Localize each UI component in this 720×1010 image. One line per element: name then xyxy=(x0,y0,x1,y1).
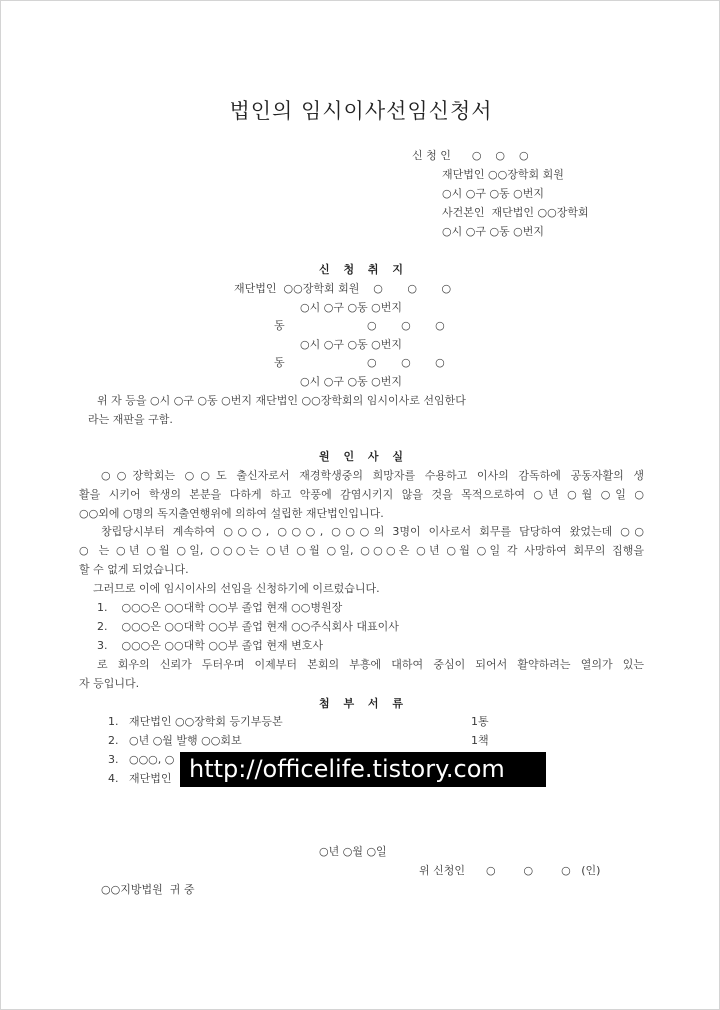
cause-line: 그러므로 이에 임시이사의 선임을 신청하기에 이르렀습니다. xyxy=(93,582,380,595)
attachment-item: 2. ○년 ○월 발행 ○○회보 xyxy=(108,734,242,747)
cause-line: 활을 시키어 학생의 본분을 다하게 하고 악풍에 감염시키지 않을 것을 목적으로하여 ○년 ○월 ○일 ○ xyxy=(79,488,644,501)
applicant-label: 신 청 인 ○ ○ ○ xyxy=(412,149,529,162)
purpose-line: ○시 ○구 ○동 ○번지 xyxy=(300,301,403,314)
watermark-banner xyxy=(180,752,546,787)
cause-line: ○○외에 ○명의 독지출연행위에 의하여 설립한 재단법인입니다. xyxy=(79,507,384,520)
attachment-item: 3. ○○○, ○ xyxy=(108,753,175,766)
purpose-line: ○시 ○구 ○동 ○번지 xyxy=(300,338,403,351)
cause-heading: 원 인 사 실 xyxy=(319,450,408,463)
court-addressee: ○○지방법원 귀 중 xyxy=(101,883,195,896)
applicant-signature: 위 신청인 ○ ○ ○ (인) xyxy=(419,864,601,877)
purpose-line: 위 자 등을 ○시 ○구 ○동 ○번지 재단법인 ○○장학회의 임시이사로 선임한다 xyxy=(97,394,466,407)
cause-line: 할 수 없게 되었습니다. xyxy=(79,563,189,576)
attachment-item: 4. 재단법인 xyxy=(108,772,172,785)
purpose-line: 라는 재판을 구함. xyxy=(88,413,173,426)
attachment-item: 1. 재단법인 ○○장학회 등기부등본 xyxy=(108,715,283,728)
attachment-qty: 1책 xyxy=(471,734,489,747)
attachments-heading: 첨 부 서 류 xyxy=(319,697,408,710)
applicant-line: ○시 ○구 ○동 ○번지 xyxy=(442,225,545,238)
purpose-line: 동 xyxy=(274,319,285,332)
purpose-line: 재단법인 ○○장학회 회원 ○ ○ ○ xyxy=(234,282,452,295)
cause-line: 3. ○○○은 ○○대학 ○○부 졸업 현재 변호사 xyxy=(97,639,324,652)
cause-line: 로 회우의 신뢰가 두터우며 이제부터 본회의 부흥에 대하여 중심이 되어서 활약하려는 열의가 있는 xyxy=(97,658,644,671)
applicant-line: 사건본인 재단법인 ○○장학회 xyxy=(442,206,589,219)
watermark-url: http://officelife.tistory.com xyxy=(189,755,505,783)
cause-line: 자 등입니다. xyxy=(79,677,140,690)
purpose-line: 동 xyxy=(274,356,285,369)
cause-line: ○○장학회는 ○○도 출신자로서 재경학생중의 희망자를 수용하고 이사의 감독하에 공동자활의 생 xyxy=(101,469,644,482)
purpose-line: ○ ○ ○ xyxy=(367,356,445,369)
document-date: ○년 ○월 ○일 xyxy=(319,845,387,858)
cause-line: 1. ○○○은 ○○대학 ○○부 졸업 현재 ○○병원장 xyxy=(97,601,343,614)
purpose-line: ○ ○ ○ xyxy=(367,319,445,332)
document-title: 법인의 임시이사선임신청서 xyxy=(229,99,493,123)
attachment-qty: 1통 xyxy=(471,715,489,728)
cause-line: 2. ○○○은 ○○대학 ○○부 졸업 현재 ○○주식회사 대표이사 xyxy=(97,620,399,633)
cause-line: 창립당시부터 계속하여 ○○○, ○○○, ○○○의 3명이 이사로서 회무를 담당하여 왔었는데 ○○ xyxy=(101,525,644,538)
applicant-line: ○시 ○구 ○동 ○번지 xyxy=(442,187,545,200)
cause-line: ○ 는 ○년 ○월 ○일, ○○○는 ○년 ○월 ○일, ○○○은 ○년 ○월 ○일 각 사망하여 회무의 집행을 xyxy=(79,544,644,557)
purpose-line: ○시 ○구 ○동 ○번지 xyxy=(300,375,403,388)
applicant-line: 재단법인 ○○장학회 회원 xyxy=(442,168,564,181)
purpose-heading: 신 청 취 지 xyxy=(319,263,408,276)
